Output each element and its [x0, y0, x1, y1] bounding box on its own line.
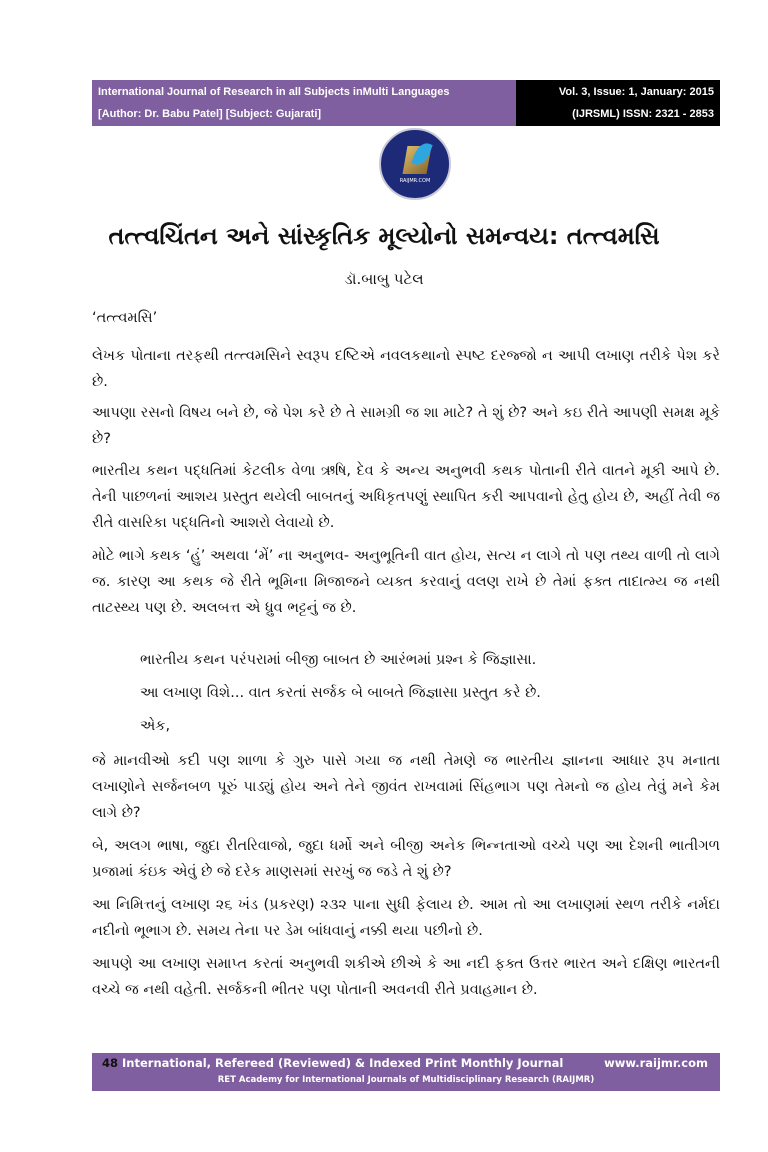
paragraph: જે માનવીઓ કદી પણ શાળા કે ગુરુ પાસે ગયા જ નથી તેમણે જ ભારતીય જ્ઞાનના આધાર રૂપ મનાતા લખાણોને સર્જનબળ પૂરું પાડ્યું હોય અને તેને જીવંત રાખવામાં સિંહભાગ પણ તેમનો જ હોય તેવું મને કેમ લાગે છે? — [92, 753, 720, 821]
journal-name: International Journal of Research in all Subjects inMulti Languages — [98, 86, 450, 98]
volume-issue: Vol. 3, Issue: 1, January: 2015 — [558, 86, 714, 98]
page-number: 48 — [102, 1056, 119, 1070]
paragraph: આ નિમિત્તનું લખાણ ૨૬ ખંડ (પ્રકરણ) ૨૩૨ પાના સુધી ફેલાય છે. આમ તો આ લખાણમાં સ્થળ તરીકે નર્મદા નદીનો ભૂભાગ છે. સમય તેના પર ડેમ બાંધવાનું નક્કી થયા પછીનો છે. — [92, 897, 720, 939]
journal-footer — [92, 1053, 720, 1091]
paragraph: આપણા રસનો વિષય બને છે, જે પેશ કરે છે તે સામગ્રી જ શા માટે? તે શું છે? અને કઇ રીતે આપણી સમક્ષ મૂકે છે? — [92, 405, 720, 447]
section-heading: ‘તત્ત્વમસિ’ — [92, 310, 158, 326]
article-author: ડૉ.બાબુ પટેલ — [344, 270, 424, 288]
author-subject: [Author: Dr. Babu Patel] [Subject: Gujarati] — [98, 108, 322, 120]
paragraph: આપણે આ લખાણ સમાપ્ત કરતાં અનુભવી શકીએ છીએ કે આ નદી ફક્ત ઉત્તર ભારત અને દક્ષિણ ભારતની વચ્ચે જ નથી વહેતી. સર્જકની ભીતર પણ પોતાની અવનવી રીતે પ્રવાહમાન છે. — [92, 956, 720, 998]
journal-header — [92, 80, 720, 126]
paragraph: ભારતીય કથન પરંપરામાં બીજી બાબત છે આરંભમાં પ્રશ્ન કે જિજ્ઞાસા. — [140, 652, 537, 668]
article-title: તત્ત્વચિંતન અને સાંસ્કૃતિક મૂલ્યોનો સમન્વય: તત્ત્વમસિ — [108, 222, 660, 250]
footer-journal-line — [102, 1056, 563, 1070]
footer-journal-text: International, Refereed (Reviewed) & Indexed Print Monthly Journal — [122, 1056, 564, 1070]
footer-academy: RET Academy for International Journals of Multidisciplinary Research (RAIJMR) — [217, 1075, 595, 1085]
paragraph: ભારતીય કથન પદ્ધતિમાં કેટલીક વેળા ઋષિ, દેવ કે અન્ય અનુભવી કથક પોતાની રીતે વાતને મૂકી આપે છે. તેની પાછળનાં આશય પ્રસ્તુત થયેલી બાબતનું અધિકૃતપણું સ્થાપિત કરી આપવાનો હેતુ હોય છે, અહીં તેવી જ રીતે વાસરિકા પદ્ધતિનો આશરો લેવાયો છે. — [92, 463, 720, 531]
paragraph: આ લખાણ વિશે... વાત કરતાં સર્જક બે બાબતે જિજ્ઞાસા પ્રસ્તુત કરે છે. — [140, 685, 541, 701]
logo-text: RAIJMR.COM — [399, 178, 431, 184]
website-link[interactable]: www.raijmr.com — [604, 1056, 708, 1070]
issn: (IJRSML) ISSN: 2321 - 2853 — [572, 108, 714, 120]
header-left-band — [92, 80, 516, 126]
paragraph: લેખક પોતાના તરફથી તત્ત્વમસિને સ્વરૂપ દષ્ટિએ નવલકથાનો સ્પષ્ટ દરજ્જો ન આપી લખાણ તરીકે પેશ કરે છે. — [92, 348, 720, 390]
paragraph: બે, અલગ ભાષા, જુદા રીતરિવાજો, જુદા ધર્મો અને બીજી અનેક ભિન્નતાઓ વચ્ચે પણ આ દેશની ભાતીગળ પ્રજામાં કંઇક એવું છે જે દરેક માણસમાં સરખું જ જડે તે શું છે? — [92, 838, 720, 880]
paragraph: મોટે ભાગે કથક ‘હું’ અથવા ‘મેં’ ના અનુભવ- અનુભૂતિની વાત હોય, સત્ય ન લાગે તો પણ તથ્ય વાળી તો લાગે જ. કારણ આ કથક જે રીતે ભૂમિના મિજાજને વ્યક્ત કરવાનું વલણ રાખે છે તેમાં ફક્ત તાદાત્મ્ય જ નથી તાટસ્થ્ય પણ છે. અલબત્ત એ ધ્રુવ ભટ્ટનું જ છે. — [92, 548, 720, 616]
paragraph: એક, — [140, 718, 171, 734]
header-right-band — [516, 80, 720, 126]
raijmr-logo — [379, 128, 451, 200]
